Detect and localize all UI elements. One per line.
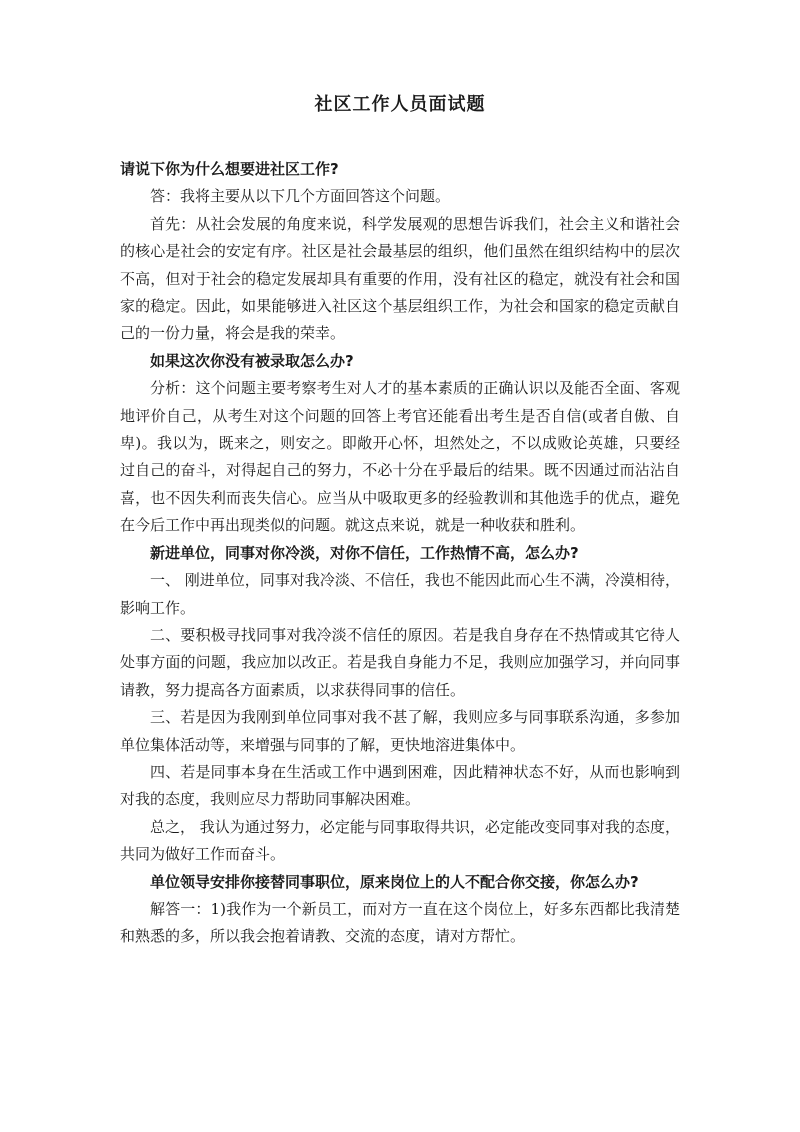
answer-paragraph: 首先：从社会发展的角度来说，科学发展观的思想告诉我们，社会主义和谐社会的核心是社会的安定有序。社区是社会最基层的组织，他们虽然在组织结构中的层次不高，但对于社会的稳定发展却具有重要的作用，没有社区的稳定，就没有社会和国家的稳定。因此，如果能够进入社区这个基层组织工作，为社会和国家的稳定贡献自己的一份力量，将会是我的荣幸。 [120, 214, 680, 343]
answer-paragraph: 二、要积极寻找同事对我冷淡不信任的原因。若是我自身存在不热情或其它待人处事方面的问题，我应加以改正。若是我自身能力不足，我则应加强学习，并向同事请教，努力提高各方面素质，以求获得同事的信任。 [120, 625, 680, 699]
question-heading: 新进单位，同事对你冷淡，对你不信任，工作热情不高，怎么办? [150, 543, 579, 562]
answer-paragraph: 分析：这个问题主要考察考生对人才的基本素质的正确认识以及能否全面、客观地评价自己，从考生对这个问题的回答上考官还能看出考生是否自信(或者自傲、自卑)。我以为，既来之，则安之。即敞开心怀，坦然处之，不以成败论英雄，只要经过自己的奋斗，对得起自己的努力，不必十分在乎最后的结果。既不因通过而沾沾自喜，也不因失利而丧失信心。应当从中吸取更多的经验教训和其他选手的优点，避免在今后工作中再出现类似的问题。就这点来说，就是一种收获和胜利。 [120, 379, 680, 535]
question-heading: 请说下你为什么想要进社区工作? [120, 160, 339, 178]
question-heading: 单位领导安排你接替同事职位，原来岗位上的人不配合你交接，你怎么办? [150, 872, 639, 891]
answer-paragraph: 一、 刚进单位，同事对我冷淡、不信任，我也不能因此而心生不满，冷漠相待，影响工作。 [120, 571, 680, 617]
answer-paragraph: 总之， 我认为通过努力，必定能与同事取得共识，必定能改变同事对我的态度，共同为做好工作而奋斗。 [120, 817, 680, 864]
answer-paragraph: 三、若是因为我刚到单位同事对我不甚了解，我则应多与同事联系沟通，多参加单位集体活动等，来增强与同事的了解，更快地溶进集体中。 [120, 708, 680, 754]
answer-paragraph: 解答一：1)我作为一个新员工，而对方一直在这个岗位上，好多东西都比我清楚和熟悉的多，所以我会抱着请教、交流的态度，请对方帮忙。 [120, 899, 680, 946]
answer-paragraph: 答：我将主要从以下几个方面回答这个问题。 [150, 187, 451, 206]
document-page [120, 92, 680, 951]
question-heading: 如果这次你没有被录取怎么办? [150, 351, 354, 370]
document-title: 社区工作人员面试题 [314, 94, 486, 115]
answer-paragraph: 四、若是同事本身在生活或工作中遇到困难，因此精神状态不好，从而也影响到对我的态度，我则应尽力帮助同事解决困难。 [120, 762, 680, 809]
